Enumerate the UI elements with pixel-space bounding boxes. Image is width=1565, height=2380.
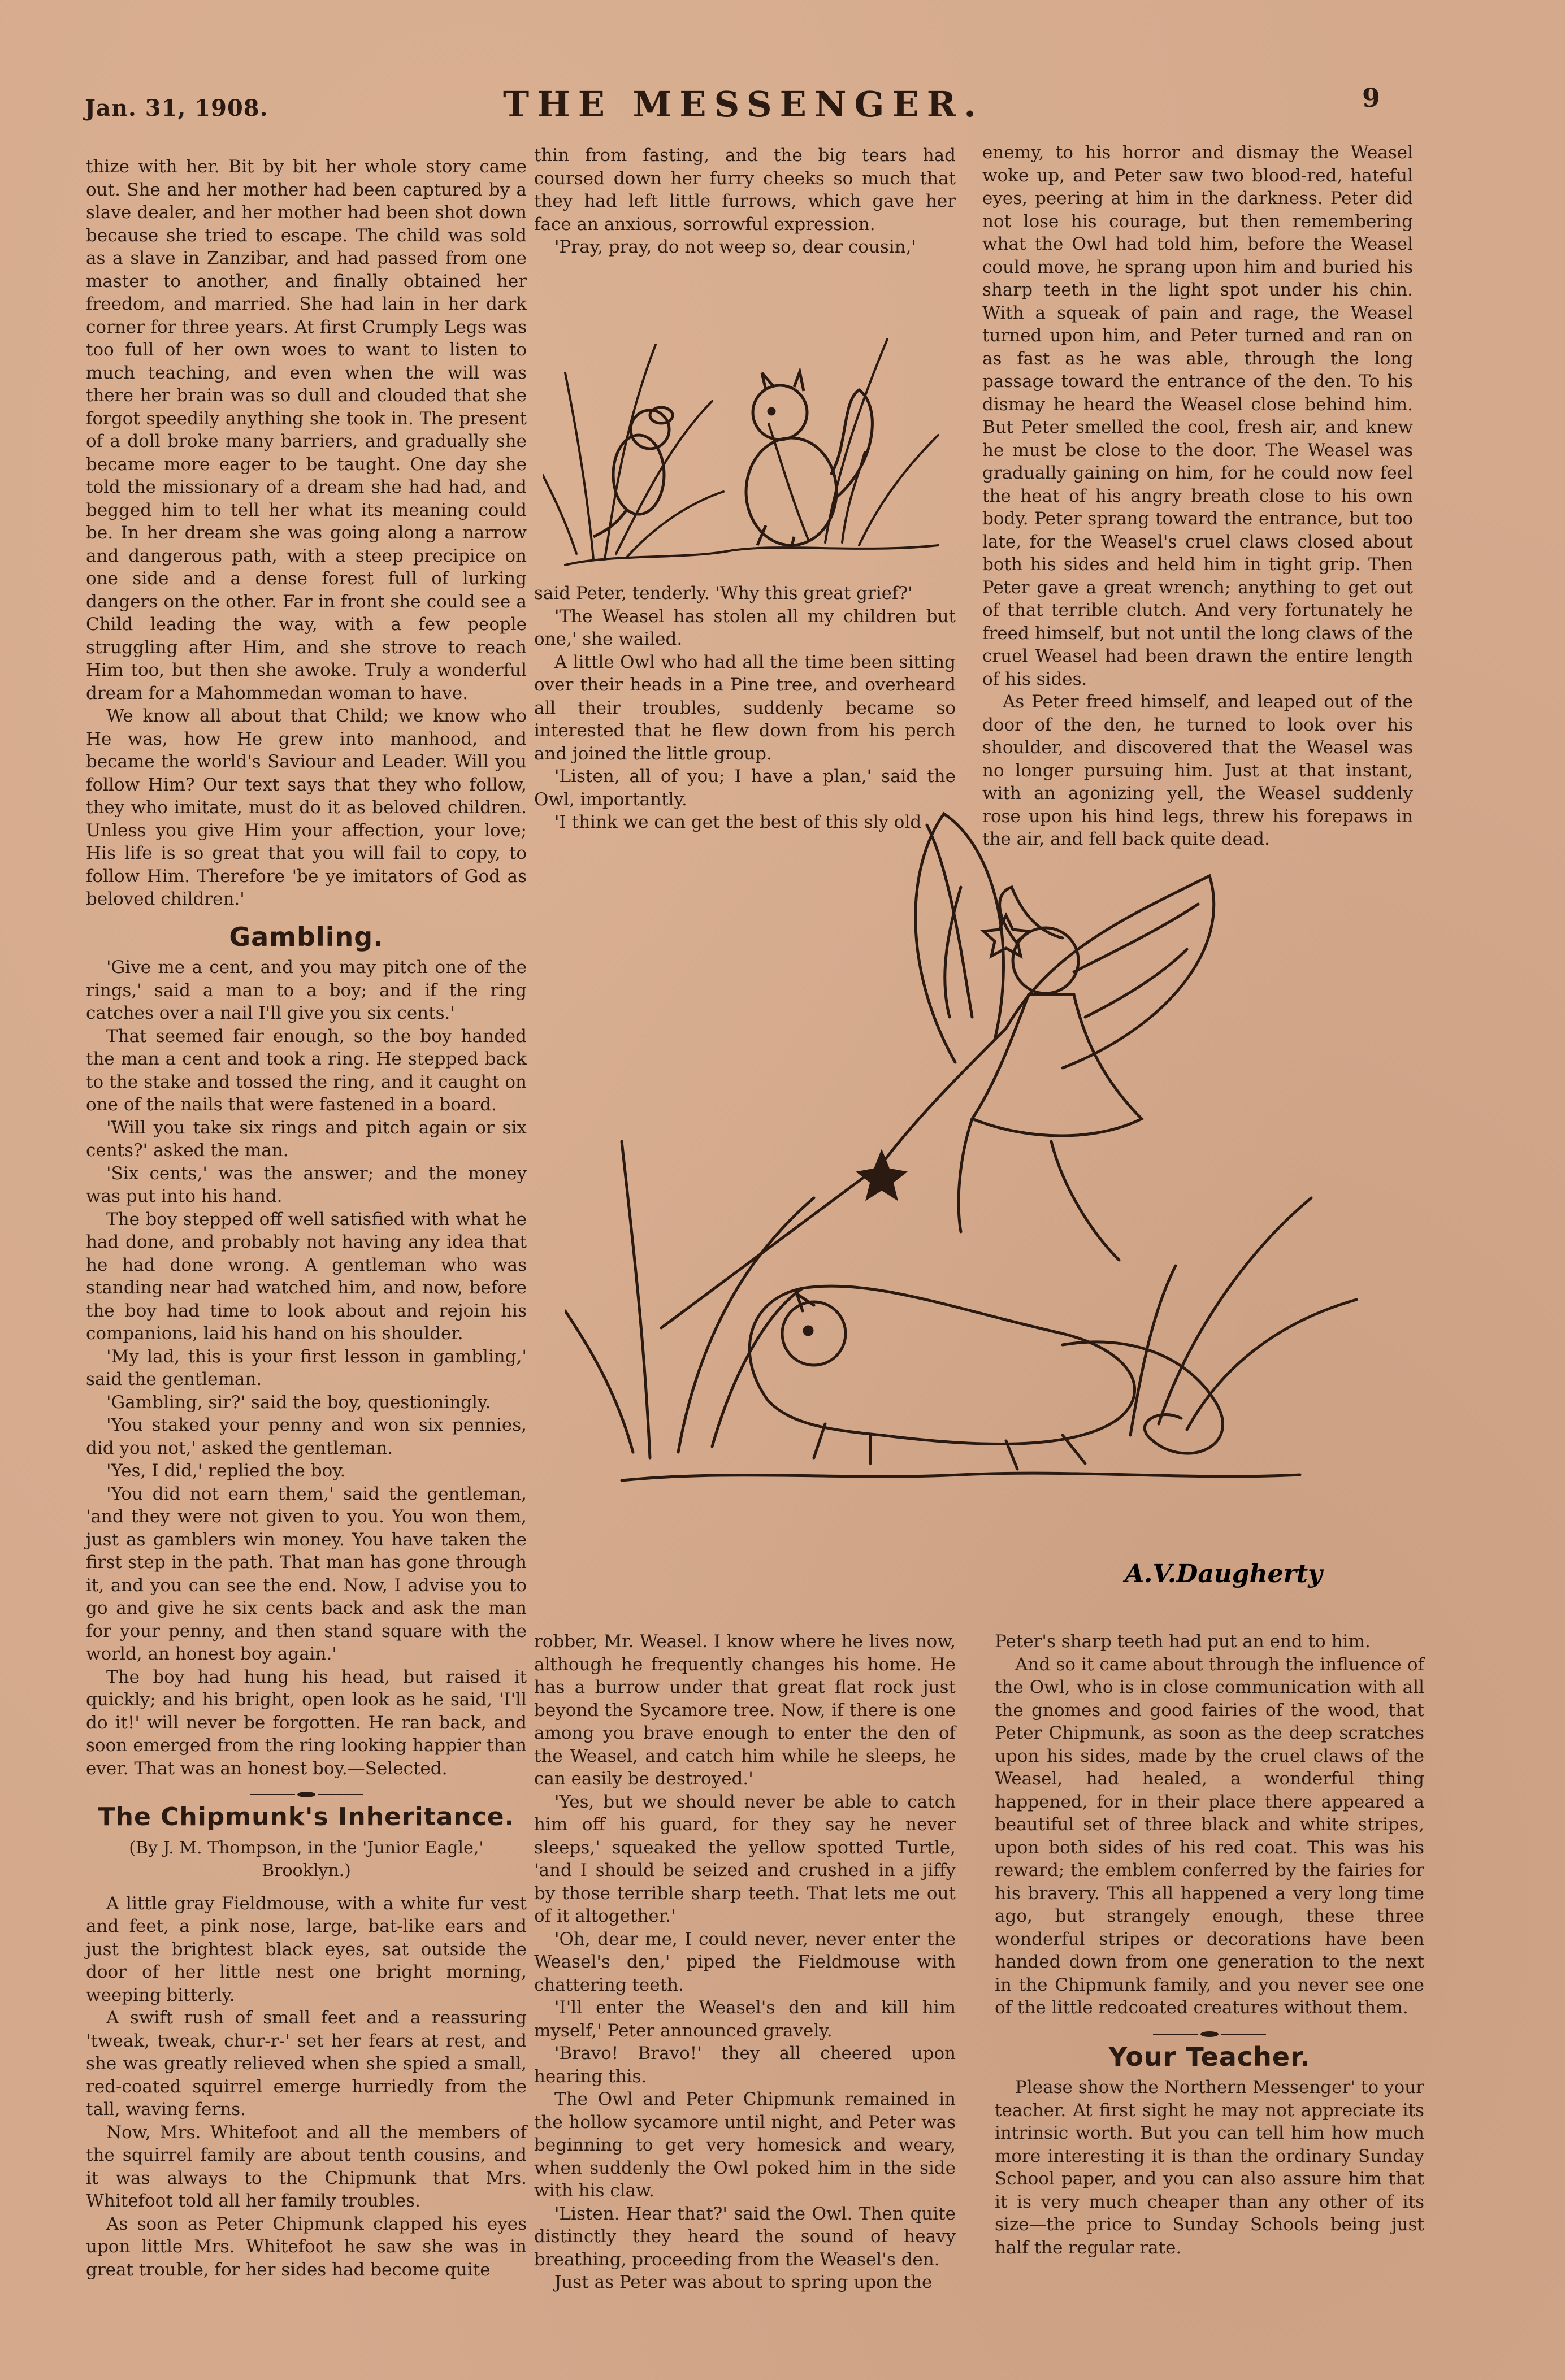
- masthead-title: THE MESSENGER.: [503, 84, 984, 125]
- paragraph: enemy, to his horror and dismay the Weasel woke up, and Peter saw two blood-red, hateful eyes, peering at him in the darkness. Peter did not lose his courage, but then remembering what the Owl had told him, before the Weasel could move, he sprang upon him and buried his sharp teeth in the light spot under his chin. With a squeak of pain and rage, the Weasel turned upon him, and Peter turned and ran on as fast as he was able, through the long passage toward the entrance of the den. To his dismay he heard the Weasel close behind him. But Peter smelled the cool, fresh air, and knew he must be close to the door. The Weasel was gradually gaining on him, for he could now feel the heat of his angry breath close to his own body. Peter sprang toward the entrance, but too late, for the Weasel's cruel claws closed about both his sides and held him in tight grip. Then Peter gave a great wrench; anything to get out of that terrible clutch. And very fortunately he freed himself, but not until the long claws of the cruel Weasel had been drawn the entire length of his sides.: [982, 142, 1413, 689]
- paragraph: thize with her. Bit by bit her whole story came out. She and her mother had been captured by a slave dealer, and her mother had been shot down because she tried to escape. The child was sold as a slave in Zanzibar, and had passed from one master to another, and finally obtained her freedom, and married. She had lain in her dark corner for three years. At first Crumply Legs was too full of her own woes to want to listen to much teaching, and even when the will was there her brain was so dull and clouded that she forgot speedily anything she took in. The present of a doll broke many barriers, and gradually she became more eager to be taught. One day she told the missionary of a dream she had had, and begged him to tell her what its meaning could be. In her dream she was going along a narrow and dangerous path, with a steep precipice on one side and a dense forest full of lurking dangers on the other. Far in front she could see a Child leading the way, with a few people struggling after Him, and she strove to reach Him too, but then she awoke. Truly a wonderful dream for a Mahommedan woman to have.: [86, 157, 527, 703]
- paragraph: Just as Peter was about to spring upon the: [554, 2272, 933, 2292]
- paragraph: Peter's sharp teeth had put an end to him.: [995, 1631, 1371, 1652]
- paragraph: 'The Weasel has stolen all my children but one,' she wailed.: [534, 606, 956, 649]
- paragraph: 'You staked your penny and won six pennies, did you not,' asked the gentleman.: [86, 1415, 527, 1458]
- teacher-heading: Your Teacher.: [1108, 2041, 1311, 2072]
- section-divider: [1153, 2030, 1266, 2039]
- column-2-top-b: [534, 582, 956, 834]
- paragraph: As soon as Peter Chipmunk clapped his eyes upon little Mrs. Whitefoot he saw she was in great trouble, for her sides had become quite: [86, 2213, 527, 2280]
- paragraph: That seemed fair enough, so the boy handed the man a cent and took a ring. He stepped back to the stake and tossed the ring, and it caught on one of the nails that were fastened in a board.: [86, 1026, 527, 1115]
- issue-date: Jan. 31, 1908.: [85, 95, 268, 121]
- column-1: [86, 155, 527, 2281]
- page-number: 9: [1362, 82, 1381, 113]
- section-divider: [250, 1790, 363, 1799]
- paragraph: The Owl and Peter Chipmunk remained in the hollow sycamore until night, and Peter was beginning to get very homesick and weary, when suddenly the Owl poked him in the side with his claw.: [534, 2089, 956, 2201]
- paragraph: robber, Mr. Weasel. I know where he lives now, although he frequently changes his home. He has a burrow under that great flat rock just beyond the Sycamore tree. Now, if there is one among you brave enough to enter the den of the Weasel, and catch him while he sleeps, he can easily be destroyed.': [534, 1631, 956, 1789]
- illustrator-signature: A.V.Daugherty: [1125, 1560, 1323, 1588]
- paragraph: We know all about that Child; we know who He was, how He grew into manhood, and became the world's Saviour and Leader. Will you follow Him? Our text says that they who follow, they who imitate, must do it as beloved children. Unless you give Him your affection, your love; His life is so great that you will fail to copy, to follow Him. Therefore 'be ye imitators of God as beloved children.': [86, 706, 527, 909]
- paragraph: thin from fasting, and the big tears had coursed down her furry cheeks so much that they had left little furrows, which gave her face an anxious, sorrowful expression.: [534, 145, 956, 234]
- paragraph: As Peter freed himself, and leaped out of the door of the den, he turned to look over his shoulder, and discovered that the Weasel was no longer pursuing him. Just at that instant, with an agonizing yell, the Weasel suddenly rose upon his hind legs, threw his forepaws in the air, and fell back quite dead.: [982, 692, 1413, 849]
- paragraph: A little gray Fieldmouse, with a white fur vest and feet, a pink nose, large, bat-like ears and just the brightest black eyes, sat outside the door of her little nest one bright morning, weeping bitterly.: [86, 1893, 527, 2005]
- paragraph: 'Six cents,' was the answer; and the money was put into his hand.: [86, 1163, 527, 1206]
- column-3-top: [982, 141, 1413, 851]
- paragraph: 'I think we can get the best of this sly old: [554, 812, 922, 832]
- chipmunk-heading: The Chipmunk's Inheritance.: [98, 1803, 515, 1831]
- article-byline: (By J. M. Thompson, in the 'Junior Eagle,' Brooklyn.): [129, 1838, 484, 1880]
- paragraph: 'Gambling, sir?' said the boy, questioningly.: [106, 1392, 491, 1413]
- column-2-bottom: [534, 1630, 956, 2294]
- fairy-weasel-illustration: [565, 802, 1447, 1599]
- paragraph: 'Oh, dear me, I could never, never enter the Weasel's den,' piped the Fieldmouse with chattering teeth.: [534, 1929, 956, 1995]
- paragraph: 'You did not earn them,' said the gentleman, 'and they were not given to you. You won them, just as gamblers win money. You have taken the first step in the path. That man has gone through it, and you can see the end. Now, I advise you to go and give he six cents back and ask the man for your penny, and then stand square with the world, an honest boy again.': [86, 1483, 527, 1664]
- paragraph: 'Yes, I did,' replied the boy.: [106, 1461, 346, 1481]
- paragraph: 'Listen. Hear that?' said the Owl. Then quite distinctly they heard the sound of heavy breathing, proceeding from the Weasel's den.: [534, 2203, 956, 2270]
- gambling-heading: Gambling.: [229, 921, 384, 952]
- page-header: [85, 79, 1441, 141]
- paragraph: 'I'll enter the Weasel's den and kill him myself,' Peter announced gravely.: [534, 1997, 956, 2041]
- chipmunk-mouse-illustration: [543, 260, 955, 576]
- paragraph: The boy stepped off well satisfied with what he had done, and probably not having any idea that he had done wrong. A gentleman who was standing near had watched him, and now, before the boy had time to look about and rejoin his companions, laid his hand on his shoulder.: [86, 1209, 527, 1344]
- paragraph: The boy had hung his head, but raised it quickly; and his bright, open look as he said, 'I'll do it!' will never be forgotten. He ran back, and soon emerged from the ring looking happier than ever. That was an honest boy.—Selected.: [86, 1666, 527, 1779]
- paragraph: 'Yes, but we should never be able to catch him off his guard, for they say he never sleeps,' squeaked the yellow spotted Turtle, 'and I should be seized and crushed in a jiffy by those terrible sharp teeth. That lets me out of it altogether.': [534, 1791, 956, 1926]
- paragraph: said Peter, tenderly. 'Why this great grief?': [534, 583, 913, 603]
- paragraph: Please show the Northern Messenger' to your teacher. At first sight he may not appreciate its intrinsic worth. But you can tell him how much more interesting it is than the ordinary Sunday School paper, and you can also assure him that it is very much cheaper than any other of its size—the price to Sunday Schools being just half the regular rate.: [995, 2077, 1424, 2258]
- paragraph: 'Listen, all of you; I have a plan,' said the Owl, importantly.: [534, 766, 956, 810]
- paragraph: 'Give me a cent, and you may pitch one of the rings,' said a man to a boy; and if the ring catches over a nail I'll give you six cents.': [86, 957, 527, 1023]
- column-2-top-a: [534, 144, 956, 259]
- paragraph: 'Will you take six rings and pitch again or six cents?' asked the man.: [86, 1117, 527, 1161]
- paragraph: 'Bravo! Bravo!' they all cheered upon hearing this.: [534, 2043, 956, 2087]
- paragraph: A little Owl who had all the time been sitting over their heads in a Pine tree, and overheard all their troubles, suddenly became so interested that he flew down from his perch and joined the little group.: [534, 652, 956, 764]
- paragraph: 'My lad, this is your first lesson in gambling,' said the gentleman.: [86, 1346, 527, 1389]
- paragraph: And so it came about through the influence of the Owl, who is in close communication with all the gnomes and good fairies of the wood, that Peter Chipmunk, as soon as the deep scratches upon his sides, made by the cruel claws of the Weasel, had healed, a wonderful thing happened, for in their place there appeared a beautiful set of three black and white stripes, upon both sides of his red coat. This was his reward; the emblem conferred by the fairies for his bravery. This all happened a very long time ago, but strangely enough, these three wonderful stripes or decorations have been handed down from one generation to the next in the Chipmunk family, and you never see one of the little redcoated creatures without them.: [995, 1654, 1424, 2018]
- paragraph: 'Pray, pray, do not weep so, dear cousin,': [554, 237, 917, 257]
- paragraph: A swift rush of small feet and a reassuring 'tweak, tweak, chur-r-' set her fears at rest, and she was greatly relieved when she spied a small, red-coated squirrel emerge hurriedly from the tall, waving ferns.: [86, 2008, 527, 2120]
- column-3-bottom: [995, 1630, 1424, 2259]
- paragraph: Now, Mrs. Whitefoot and all the members of the squirrel family are about tenth cousins, and it was always to the Chipmunk that Mrs. Whitefoot told all her family troubles.: [86, 2122, 527, 2211]
